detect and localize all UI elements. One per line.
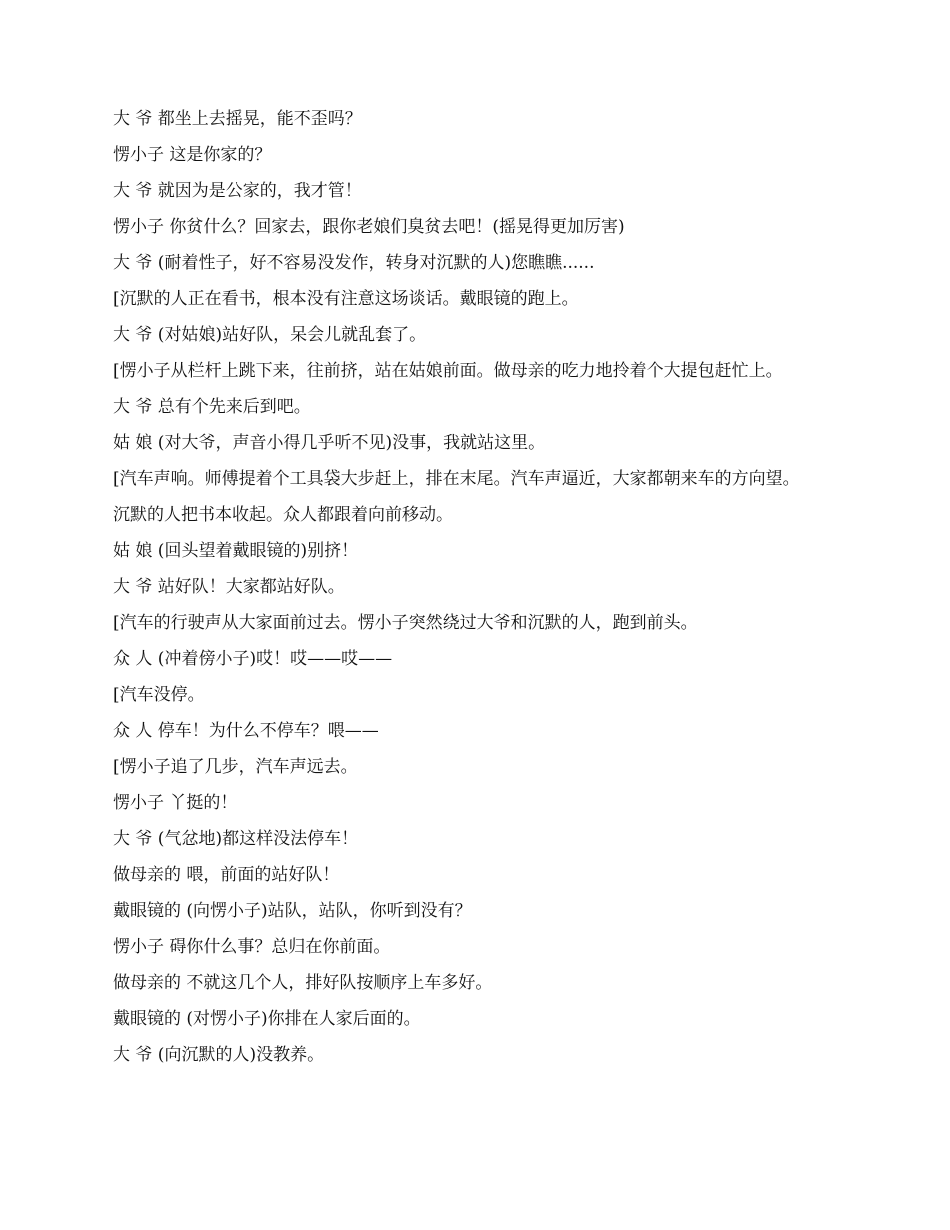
dialogue-line: 大 爷 (对姑娘)站好队，呆会儿就乱套了。 [113, 325, 427, 345]
dialogue-line: 众 人 (冲着傍小子)哎！哎——哎—— [113, 649, 393, 669]
dialogue-line: 做母亲的 不就这几个人，排好队按顺序上车多好。 [113, 973, 493, 993]
stage-direction: [汽车没停。 [113, 685, 205, 705]
dialogue-line: 大 爷 (向沉默的人)没教养。 [113, 1045, 325, 1065]
stage-direction: [愣小子追了几步，汽车声远去。 [113, 757, 358, 777]
stage-direction: [沉默的人正在看书，根本没有注意这场谈话。戴眼镜的跑上。 [113, 289, 579, 309]
dialogue-line: 大 爷 都坐上去摇晃，能不歪吗？ [113, 109, 362, 129]
dialogue-line: 众 人 停车！为什么不停车？喂—— [113, 721, 379, 741]
stage-direction: 沉默的人把书本收起。众人都跟着向前移动。 [113, 505, 453, 525]
dialogue-line: 姑 娘 (回头望着戴眼镜的)别挤！ [113, 541, 359, 561]
dialogue-line: 戴眼镜的 (向愣小子)站队，站队，你听到没有？ [113, 901, 472, 921]
dialogue-line: 做母亲的 喂，前面的站好队！ [113, 865, 340, 885]
stage-direction: [愣小子从栏杆上跳下来，往前挤，站在姑娘前面。做母亲的吃力地拎着个大提包赶忙上。 [113, 361, 783, 381]
dialogue-line: 愣小子 丫挺的！ [113, 793, 238, 813]
dialogue-line: 愣小子 碍你什么事？总归在你前面。 [113, 937, 391, 957]
dialogue-line: 大 爷 就因为是公家的，我才管！ [113, 181, 362, 201]
stage-direction: [汽车的行驶声从大家面前过去。愣小子突然绕过大爷和沉默的人，跑到前头。 [113, 613, 698, 633]
script-text [113, 110, 835, 1082]
dialogue-line: 大 爷 站好队！大家都站好队。 [113, 577, 345, 597]
dialogue-line: 大 爷 (耐着性子，好不容易没发作，转身对沉默的人)您瞧瞧...... [113, 253, 595, 273]
stage-direction: [汽车声响。师傅提着个工具袋大步赶上，排在末尾。汽车声逼近，大家都朝来车的方向望。 [113, 469, 800, 489]
dialogue-line: 愣小子 这是你家的？ [113, 145, 272, 165]
dialogue-line: 姑 娘 (对大爷，声音小得几乎听不见)没事，我就站这里。 [113, 433, 546, 453]
dialogue-line: 大 爷 (气忿地)都这样没法停车！ [113, 829, 359, 849]
dialogue-line: 愣小子 你贫什么？回家去，跟你老娘们臭贫去吧！(摇晃得更加厉害) [113, 217, 625, 237]
dialogue-line: 大 爷 总有个先来后到吧。 [113, 397, 311, 417]
dialogue-line: 戴眼镜的 (对愣小子)你排在人家后面的。 [113, 1009, 421, 1029]
